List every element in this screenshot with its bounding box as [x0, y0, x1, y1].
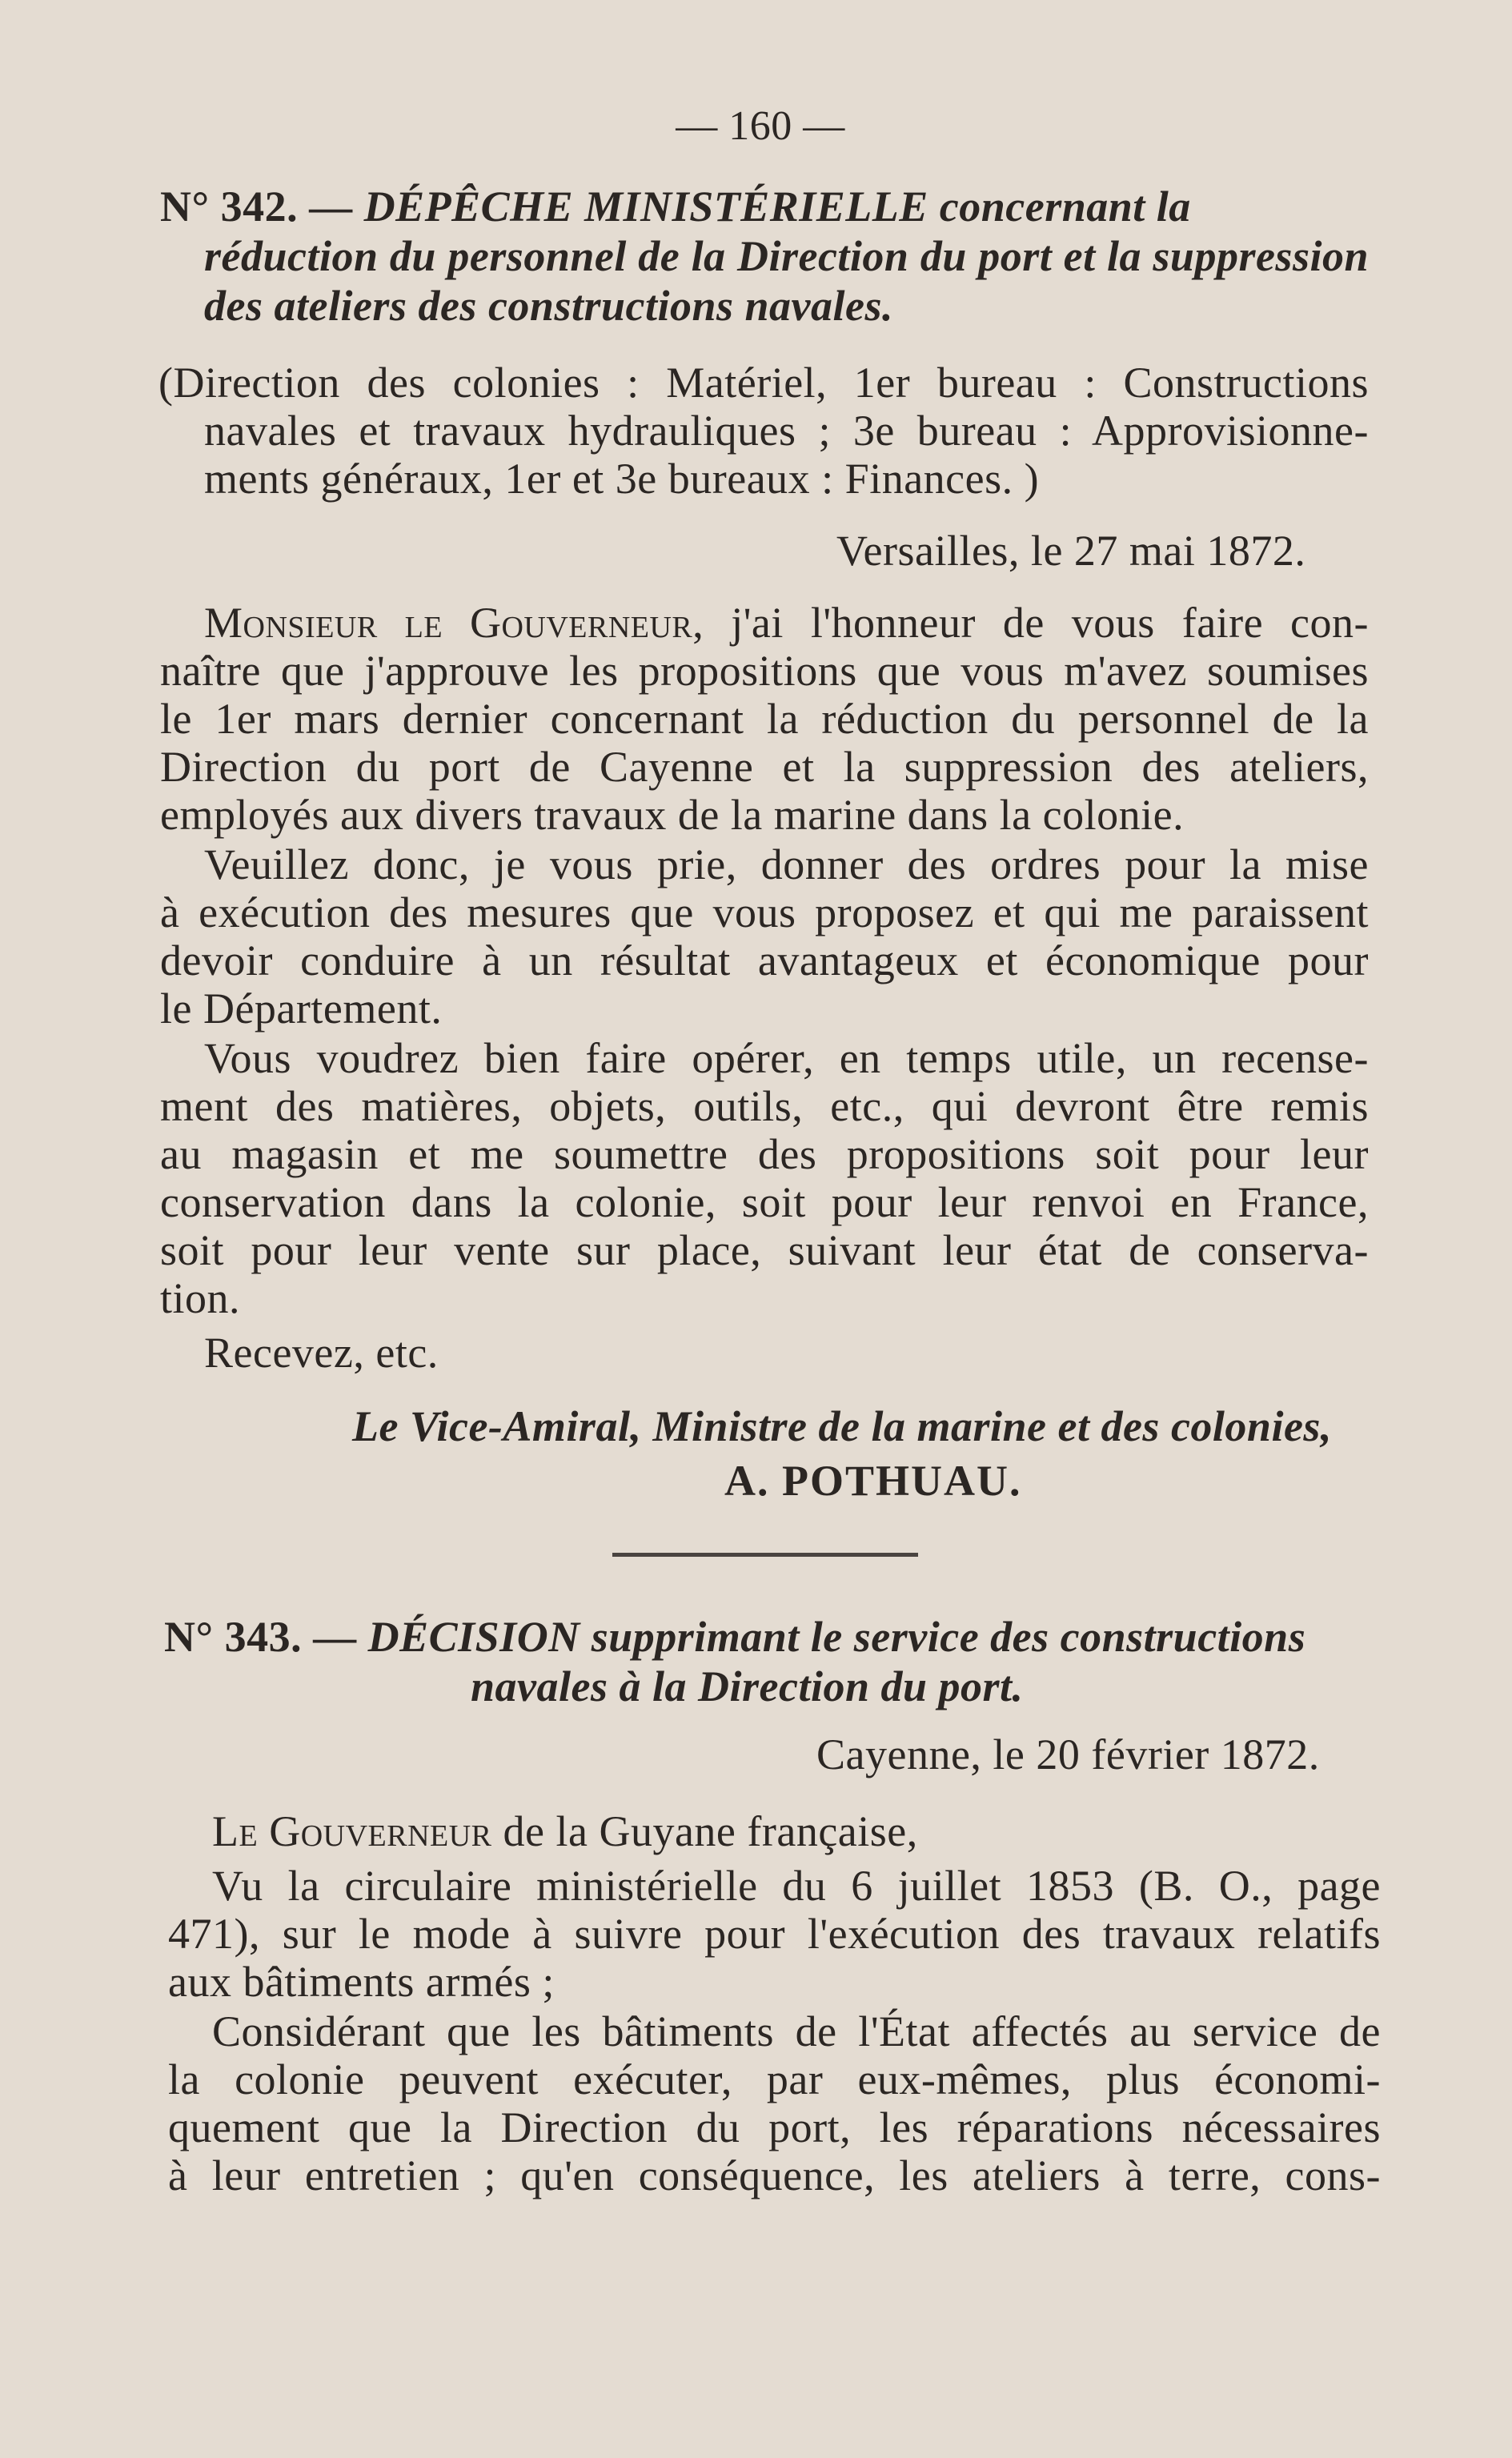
doc343-heading [164, 1613, 1377, 1661]
doc342-heading-number: N° 342. — [160, 182, 364, 231]
doc343-opening [212, 1807, 1173, 1855]
doc343-heading-line-2: navales à la Direction du port. [471, 1662, 1024, 1710]
doc342-p3-line-5: soit pour leur vente sur place, suivant leur état de conserva- [160, 1226, 1369, 1274]
doc342-heading-line-2: réduction du personnel de la Direction du port et la suppression [204, 232, 1369, 280]
doc343-heading-rest: supprimant le service des constructions [580, 1613, 1306, 1661]
doc342-p2-line-2: à exécution des mesures que vous proposez et qui me paraissent [160, 888, 1369, 936]
doc343-opening-title: Le Gouverneur [212, 1807, 492, 1855]
doc342-heading [160, 182, 1369, 231]
doc342-p2-line-4: le Département. [160, 984, 443, 1033]
doc342-p3-line-4: conservation dans la colonie, soit pour leur renvoi en France, [160, 1178, 1369, 1226]
doc343-opening-rest: de la Guyane française, [491, 1807, 918, 1855]
doc343-p2-line-2: la colonie peuvent exécuter, par eux-mêmes, plus économi- [168, 2055, 1381, 2103]
doc342-p1-line-5: employés aux divers travaux de la marine dans la colonie. [160, 791, 1185, 839]
doc343-heading-title: DÉCISION [367, 1613, 580, 1661]
doc342-heading-title: DÉPÊCHE MINISTÉRIELLE [363, 182, 928, 231]
doc342-heading-rest: concernant la [928, 182, 1191, 231]
doc343-p2-line-4: à leur entretien ; qu'en conséquence, les ateliers à terre, cons- [168, 2151, 1381, 2199]
doc342-p1-line-1-text: j'ai l'honneur de vous faire con- [704, 599, 1369, 647]
doc342-p1-line-2: naître que j'approuve les propositions que vous m'avez soumises [160, 647, 1369, 695]
doc342-p2-line-3: devoir conduire à un résultat avantageux et économique pour [160, 936, 1369, 984]
doc342-dateline: Versailles, le 27 mai 1872. [836, 527, 1306, 575]
doc342-p3-line-6: tion. [160, 1274, 241, 1322]
doc342-p3-line-2: ment des matières, objets, outils, etc., qui devront être remis [160, 1082, 1369, 1130]
doc342-salutation: Monsieur le Gouverneur, [204, 599, 704, 647]
doc342-p3-line-1: Vous voudrez bien faire opérer, en temps utile, un recense- [204, 1034, 1369, 1082]
doc342-p1-line-1 [204, 599, 1369, 647]
doc343-dateline: Cayenne, le 20 février 1872. [816, 1730, 1320, 1778]
doc342-signatory-title: Le Vice-Amiral, Ministre de la marine et des colonies, [352, 1402, 1332, 1450]
doc343-p1-line-1: Vu la circulaire ministérielle du 6 juillet 1853 (B. O., page [212, 1862, 1381, 1910]
doc343-p1-line-2: 471), sur le mode à suivre pour l'exécution des travaux relatifs [168, 1910, 1381, 1958]
doc342-closing: Recevez, etc. [204, 1329, 439, 1377]
doc342-p1-line-4: Direction du port de Cayenne et la suppression des ateliers, [160, 743, 1369, 791]
doc342-paren-line-1: (Direction des colonies : Matériel, 1er bureau : Constructions [158, 359, 1369, 407]
section-divider [612, 1553, 918, 1557]
doc342-paren-line-2: navales et travaux hydrauliques ; 3e bureau : Approvisionne- [204, 407, 1369, 455]
doc342-p3-line-3: au magasin et me soumettre des propositions soit pour leur [160, 1130, 1369, 1178]
doc343-p2-line-3: quement que la Direction du port, les réparations nécessaires [168, 2103, 1381, 2151]
doc343-heading-number: N° 343. — [164, 1613, 368, 1661]
doc342-signatory-name: A. POTHUAU. [724, 1457, 1022, 1505]
doc342-heading-line-3: des ateliers des constructions navales. [204, 282, 894, 330]
doc342-p2-line-1: Veuillez donc, je vous prie, donner des ordres pour la mise [204, 840, 1369, 888]
page-number: — 160 — [676, 103, 845, 149]
doc342-p1-line-3: le 1er mars dernier concernant la réduction du personnel de la [160, 695, 1369, 743]
doc343-p1-line-3: aux bâtiments armés ; [168, 1958, 555, 2006]
doc343-p2-line-1: Considérant que les bâtiments de l'État affectés au service de [212, 2007, 1381, 2055]
doc342-paren-line-3: ments généraux, 1er et 3e bureaux : Finances. ) [204, 455, 1040, 503]
